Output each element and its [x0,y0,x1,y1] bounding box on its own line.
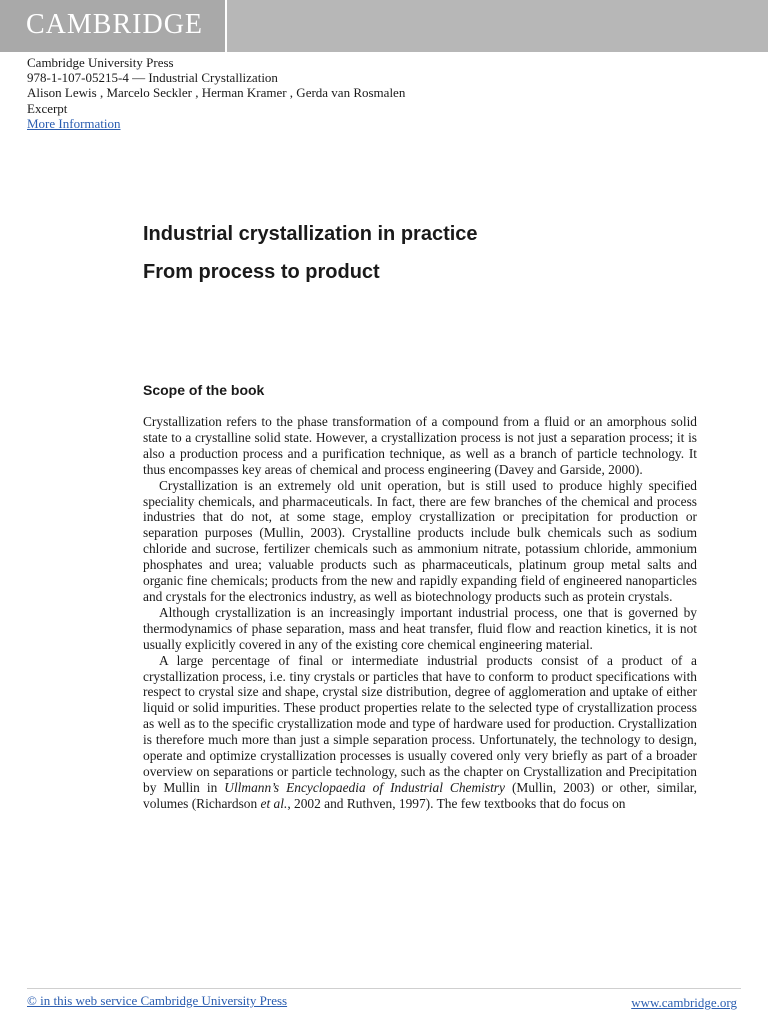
footer-divider [27,988,741,989]
paragraph-3: Although crystallization is an increasingly important industrial process, one that is governed by thermodynamics of phase separation, mass and heat transfer, fluid flow and reaction kinetics, it is not usually explicitly covered in any of the existing core chemical engineering material. [143,604,697,652]
paragraph-4-part-b: (Mullin, 2003) or other, similar, volumes (Richardson [143,779,697,811]
paragraph-4-part-c: , 2002 and Ruthven, 1997). The few textbooks that do focus on [287,795,626,811]
section-heading: Scope of the book [143,382,265,398]
paragraph-2: Crystallization is an extremely old unit operation, but is still used to produce highly specified speciality chemicals, and pharmaceuticals. In fact, there are few branches of the chemical and process industries that do not, at some stage, employ crystallization or precipitation for production or separation purposes (Mullin, 2003). Crystalline products include bulk chemicals such as sodium chloride and sucrose, fertilizer chemicals such as ammonium nitrate, potassium chloride, ammonium phosphates and urea; valuable products such as pharmaceuticals, platinum group metal salts and organic fine chemicals; products from the new and rapidly expanding field of engineered nanoparticles and crystals for the electronics industry, as well as biotechnology products such as protein crystals. [143,477,697,604]
publisher-line: Cambridge University Press [27,55,174,70]
book-metadata [27,55,405,131]
body-text [143,414,697,812]
paragraph-1: Crystallization refers to the phase transformation of a compound from a fluid or an amorphous solid state to a crystalline solid state. However, a crystallization process is not just a separation process; it is also a production process and a purification technique, as well as a branch of particle technology. It thus encompasses key areas of chemical and process engineering (Davey and Garside, 2000). [143,414,697,477]
authors-line: Alison Lewis , Marcelo Seckler , Herman Kramer , Gerda van Rosmalen [27,85,406,101]
copyright-link[interactable]: © in this web service Cambridge University Press [27,993,288,1008]
isbn-line: 978-1-107-05215-4 — Industrial Crystallization [27,70,278,86]
ullmann-reference: Ullmann’s Encyclopaedia of Industrial Chemistry [224,779,505,795]
top-banner [0,0,768,52]
website-link[interactable]: www.cambridge.org [631,995,737,1010]
logo-text: CAMBRIDGE [26,9,204,40]
paragraph-4-part-a: A large percentage of final or intermediate industrial products consist of a product of a crystallization process, i.e. tiny crystals or particles that have to conform to product specifications with respect to crystal size and shape, crystal size distribution, degree of agglomeration and uptake of either liquid or solid impurities. These product properties relate to the selected type of crystallization process as well as to the specific crystallization mode and type of hardware used for production. Crystallization is therefore much more than just a simple separation process. Unfortunately, the technology to design, operate and optimize crystallization processes is usually covered only very briefly as part of a broader overview on separations or particle technology, such as the chapter on Crystallization and Precipitation by Mullin in [143,652,697,795]
chapter-subtitle: From process to product [143,261,380,283]
excerpt-label: Excerpt [27,100,68,116]
more-information-link[interactable]: More Information [27,115,121,131]
cambridge-logo[interactable] [0,0,227,52]
paragraph-4 [143,653,697,812]
et-al: et al. [260,795,288,811]
chapter-title: Industrial crystallization in practice [143,223,478,245]
